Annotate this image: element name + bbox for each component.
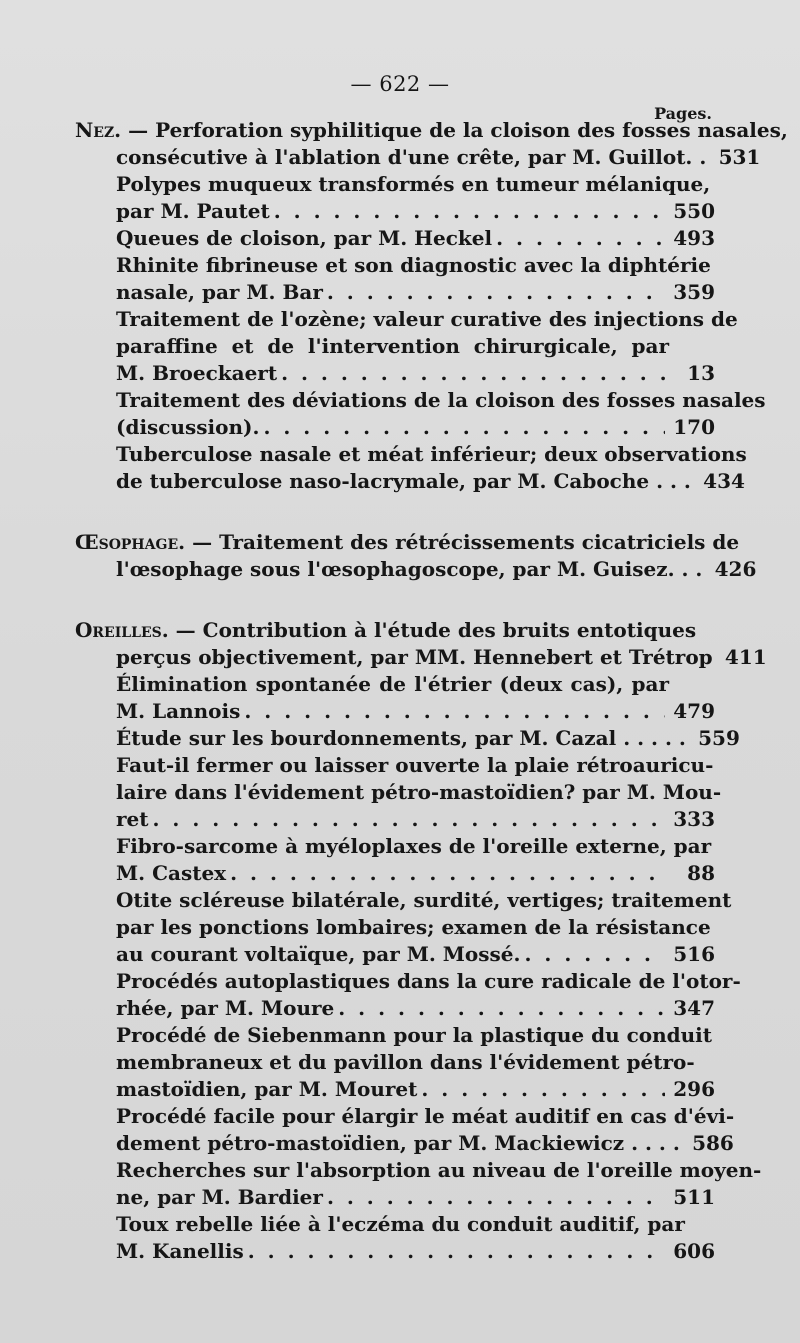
page-ref: 550 [673,199,715,223]
dot-leader [338,995,665,1022]
entry-text: Traitement des déviations de la cloison des fosses nasales [116,388,766,412]
entry-text: paraffine et de l'intervention chirurgicale, par [116,334,669,358]
page-ref: 516 [673,942,715,966]
entry-text: perçus objectivement, par MM. Hennebert et Trétrop [116,645,713,669]
toc-line: Oreilles. — Contribution à l'étude des bruits entotiques [75,618,697,642]
toc-line [75,968,741,995]
dot-leader [244,698,665,725]
toc-line [75,225,715,252]
entry-text: par M. Pautet [116,199,270,223]
dot-leader [153,806,666,833]
toc-line [75,1184,715,1211]
toc-line [75,1049,715,1076]
page-ref: 13 [687,361,715,385]
dot-leader [496,225,665,252]
toc-line [75,779,722,806]
entry-text: Contribution à l'étude des bruits entotiques [202,618,697,642]
entry-text: l'œsophage sous l'œsophagoscope, par M. Guisez. . . [116,557,703,581]
toc-section [75,529,757,583]
toc-line [75,144,761,171]
section-heading: Oreilles. [75,618,169,642]
entry-text: dement pétro-mastoïdien, par M. Mackiewicz . . . . [116,1131,680,1155]
toc-line [75,887,732,914]
entry-text: laire dans l'évidement pétro-mastoïdien? par M. Mou- [116,780,722,804]
entry-text: Perforation syphilitique de la cloison des fosses nasales, [155,118,788,142]
toc-line [75,1238,715,1265]
page-ref: 586 [692,1131,734,1155]
entry-text: Rhinite fibrineuse et son diagnostic avec la diphtérie [116,253,711,277]
toc-line [75,360,715,387]
toc-line [75,1022,715,1049]
toc-line [75,1130,734,1157]
entry-text: Procédé facile pour élargir le méat auditif en cas d'évi- [116,1104,735,1128]
toc-line: Œsophage. — Traitement des rétrécissements cicatriciels de [75,530,740,554]
dot-leader [421,1076,665,1103]
entry-text: nasale, par M. Bar [116,280,323,304]
entry-text: Élimination spontanée de l'étrier (deux cas), par [116,672,669,696]
page-ref: 359 [673,280,715,304]
section-heading: Nez. [75,118,122,142]
toc-line [75,198,715,225]
toc-line [75,1211,715,1238]
page-ref: 411 [724,645,767,669]
toc-line [75,1076,715,1103]
toc-line [75,333,715,360]
entry-text: Procédé de Siebenmann pour la plastique du conduit [116,1023,712,1047]
toc-line [75,468,745,495]
page-ref: 479 [673,699,715,723]
toc-line [75,644,767,671]
toc-line [75,833,715,860]
page-ref: 347 [673,996,715,1020]
entry-text: Toux rebelle liée à l'eczéma du conduit auditif, par [116,1212,685,1236]
entry-text: Traitement de l'ozène; valeur curative des injections de [116,307,738,331]
toc-line [75,752,715,779]
entry-text: Fibro-sarcome à myéloplaxes de l'oreille externe, par [116,834,712,858]
toc-line [75,941,715,968]
entry-text: M. Castex [116,861,227,885]
toc-line [75,1157,762,1184]
toc-section [75,617,767,1265]
page-number: — 622 — [350,72,450,96]
toc-line [75,306,738,333]
dot-leader [230,860,665,887]
toc-line [75,806,715,833]
dot-leader [281,360,665,387]
entry-text: de tuberculose naso-lacrymale, par M. Caboche . . . [116,469,691,493]
dot-leader [248,1238,665,1265]
section-heading: Œsophage. [75,530,186,554]
page-ref: 434 [703,469,745,493]
page-ref: 426 [714,557,757,581]
toc-line [75,556,757,583]
entry-text: Otite scléreuse bilatérale, surdité, vertiges; traitement [116,888,732,912]
toc-line [75,279,715,306]
toc-line [75,914,715,941]
dot-leader [327,279,665,306]
dot-leader [263,414,665,441]
entry-text: ne, par M. Bardier [116,1185,323,1209]
toc-line [75,1103,735,1130]
toc-line [75,414,715,441]
page-ref: 606 [673,1239,715,1263]
toc-section [75,117,788,495]
page-ref: 333 [673,807,715,831]
toc-line [75,995,715,1022]
toc-line [75,860,715,887]
entry-text: Polypes muqueux transformés en tumeur mélanique, [116,172,711,196]
entry-text: au courant voltaïque, par M. Mossé. [116,942,521,966]
dot-leader [327,1184,665,1211]
page-ref: 493 [673,226,715,250]
dot-leader [274,198,665,225]
toc-line [75,387,766,414]
page-ref: 296 [673,1077,715,1101]
entry-text: Procédés autoplastiques dans la cure radicale de l'otor- [116,969,741,993]
toc-line [75,171,715,198]
entry-text: Faut-il fermer ou laisser ouverte la plaie rétroauricu- [116,753,714,777]
toc-line [75,252,715,279]
toc-line [75,671,715,698]
entry-text: mastoïdien, par M. Mouret [116,1077,418,1101]
page-ref: 559 [698,726,740,750]
entry-text: Traitement des rétrécissements cicatriciels de [219,530,740,554]
entry-text: rhée, par M. Moure [116,996,335,1020]
entry-text: M. Kanellis [116,1239,244,1263]
entry-text: M. Broeckaert [116,361,278,385]
pages-column-header: Pages. [654,104,712,123]
page-ref: 170 [673,415,715,439]
entry-text: par les ponctions lombaires; examen de la résistance [116,915,711,939]
table-of-contents [75,117,788,1299]
entry-text: Recherches sur l'absorption au niveau de l'oreille moyen- [116,1158,762,1182]
toc-line [75,441,747,468]
toc-line [75,725,740,752]
toc-line: Nez. — Perforation syphilitique de la cloison des fosses nasales, [75,118,788,142]
toc-line [75,698,715,725]
page-ref: 88 [687,861,715,885]
page-ref: 531 [718,145,761,169]
entry-text: Tuberculose nasale et méat inférieur; deux observations [116,442,747,466]
dot-leader [524,941,665,968]
entry-text: ret [116,807,149,831]
page-ref: 511 [673,1185,715,1209]
entry-text: Queues de cloison, par M. Heckel [116,226,493,250]
entry-text: consécutive à l'ablation d'une crête, par M. Guillot. . [116,145,707,169]
entry-text: Étude sur les bourdonnements, par M. Cazal . . . . . [116,726,686,750]
entry-text: (discussion). [116,415,260,439]
entry-text: M. Lannois [116,699,241,723]
entry-text: membraneux et du pavillon dans l'évidement pétro- [116,1050,695,1074]
